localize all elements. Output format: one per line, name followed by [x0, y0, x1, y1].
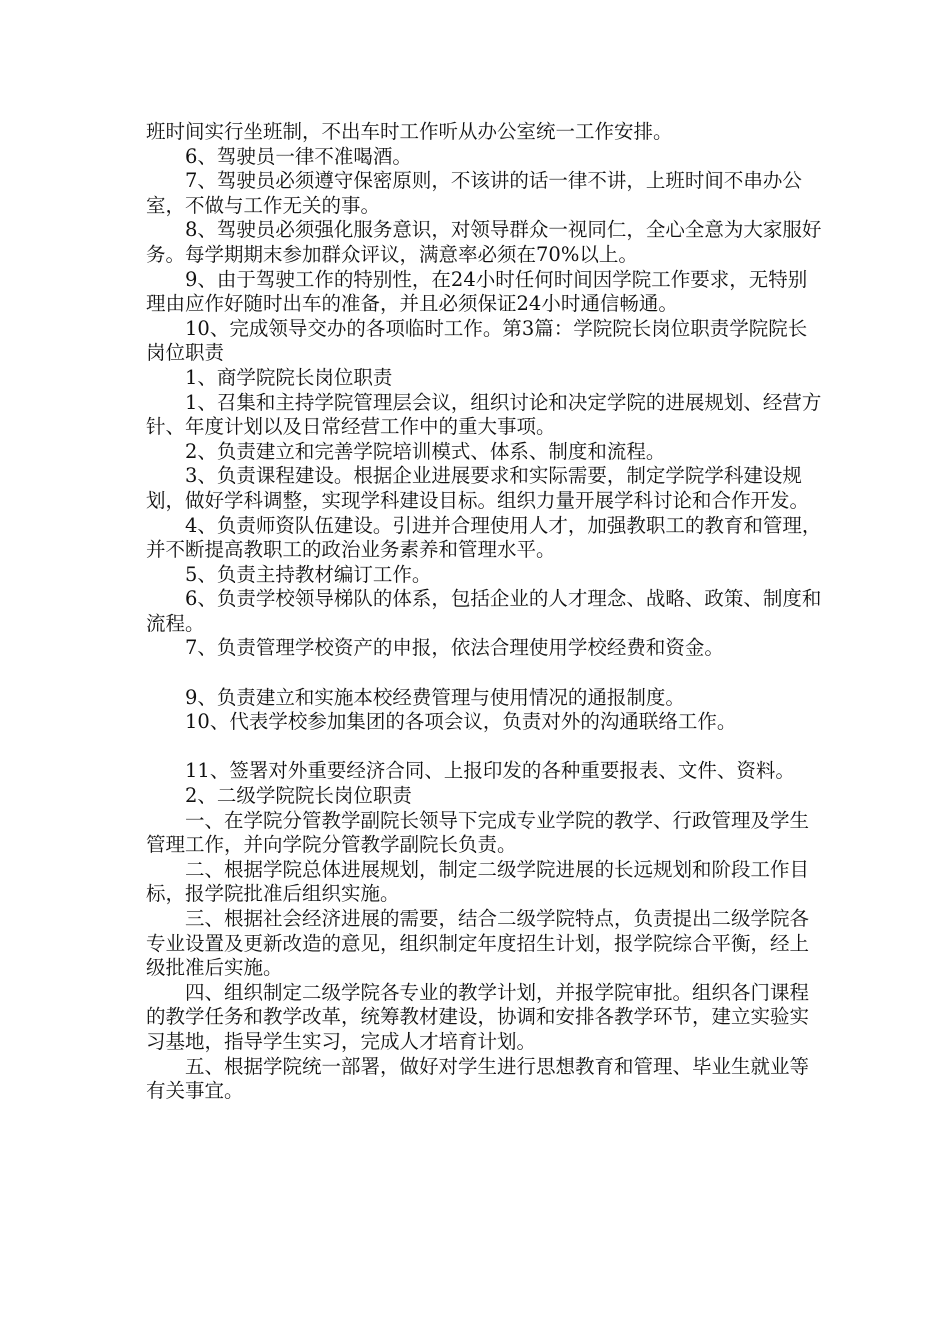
paragraph: 二、根据学院总体进展规划，制定二级学院进展的长远规划和阶段工作目标，报学院批准后组织实施。 — [146, 857, 810, 906]
section-heading: 1、商学院院长岗位职责 — [185, 365, 393, 389]
paragraph: 班时间实行坐班制，不出车时工作听从办公室统一工作安排。 — [146, 120, 673, 143]
blank-line — [146, 661, 826, 686]
paragraph: 8、驾驶员必须强化服务意识，对领导群众一视同仁，全心全意为大家服好务。每学期期末参加群众评议，满意率必须在70%以上。 — [146, 218, 822, 266]
document-body — [146, 120, 826, 1104]
paragraph: 三、根据社会经济进展的需要，结合二级学院特点，负责提出二级学院各专业设置及更新改造的意见，组织制定年度招生计划，报学院综合平衡，经上级批准后实施。 — [146, 907, 810, 980]
paragraph: 5、负责主持教材编订工作。 — [185, 562, 432, 586]
paragraph: 7、负责管理学校资产的申报，依法合理使用学校经费和资金。 — [185, 636, 724, 660]
paragraph: 一、在学院分管教学副院长领导下完成专业学院的教学、行政管理及学生管理工作，并向学院分管教学副院长负责。 — [146, 808, 810, 857]
paragraph: 7、驾驶员必须遵守保密原则，不该讲的话一律不讲，上班时间不串办公室，不做与工作无关的事。 — [146, 169, 802, 217]
paragraph: 4、负责师资队伍建设。引进并合理使用人才，加强教职工的教育和管理，并不断提高教职工的政治业务素养和管理水平。 — [146, 513, 822, 562]
paragraph: 10、代表学校参加集团的各项会议，负责对外的沟通联络工作。 — [185, 710, 737, 734]
paragraph: 6、驾驶员一律不准喝酒。 — [185, 144, 412, 168]
paragraph: 10、完成领导交办的各项临时工作。第3篇：学院院长岗位职责学院院长岗位职责 — [146, 316, 808, 365]
section-heading: 2、二级学院院长岗位职责 — [185, 784, 412, 808]
paragraph: 四、组织制定二级学院各专业的教学计划，并报学院审批。组织各门课程的教学任务和教学改革，统筹教材建设，协调和安排各教学环节，建立实验实习基地，指导学生实习，完成人才培育计划。 — [146, 980, 810, 1053]
paragraph: 9、由于驾驶工作的特别性，在24小时任何时间因学院工作要求，无特别理由应作好随时出车的准备，并且必须保证24小时通信畅通。 — [146, 267, 808, 316]
paragraph: 9、负责建立和实施本校经费管理与使用情况的通报制度。 — [185, 685, 685, 709]
paragraph: 11、签署对外重要经济合同、上报印发的各种重要报表、文件、资料。 — [185, 759, 795, 783]
paragraph: 3、负责课程建设。根据企业进展要求和实际需要，制定学院学科建设规划，做好学科调整，实现学科建设目标。组织力量开展学科讨论和合作开发。 — [146, 464, 810, 512]
paragraph: 五、根据学院统一部署，做好对学生进行思想教育和管理、毕业生就业等有关事宜。 — [146, 1054, 810, 1103]
paragraph: 2、负责建立和完善学院培训模式、体系、制度和流程。 — [185, 439, 666, 463]
paragraph: 6、负责学校领导梯队的体系，包括企业的人才理念、战略、政策、制度和流程。 — [146, 587, 822, 635]
blank-line — [146, 735, 826, 760]
paragraph: 1、召集和主持学院管理层会议，组织讨论和决定学院的进展规划、经营方针、年度计划以及日常经营工作中的重大事项。 — [146, 390, 822, 439]
